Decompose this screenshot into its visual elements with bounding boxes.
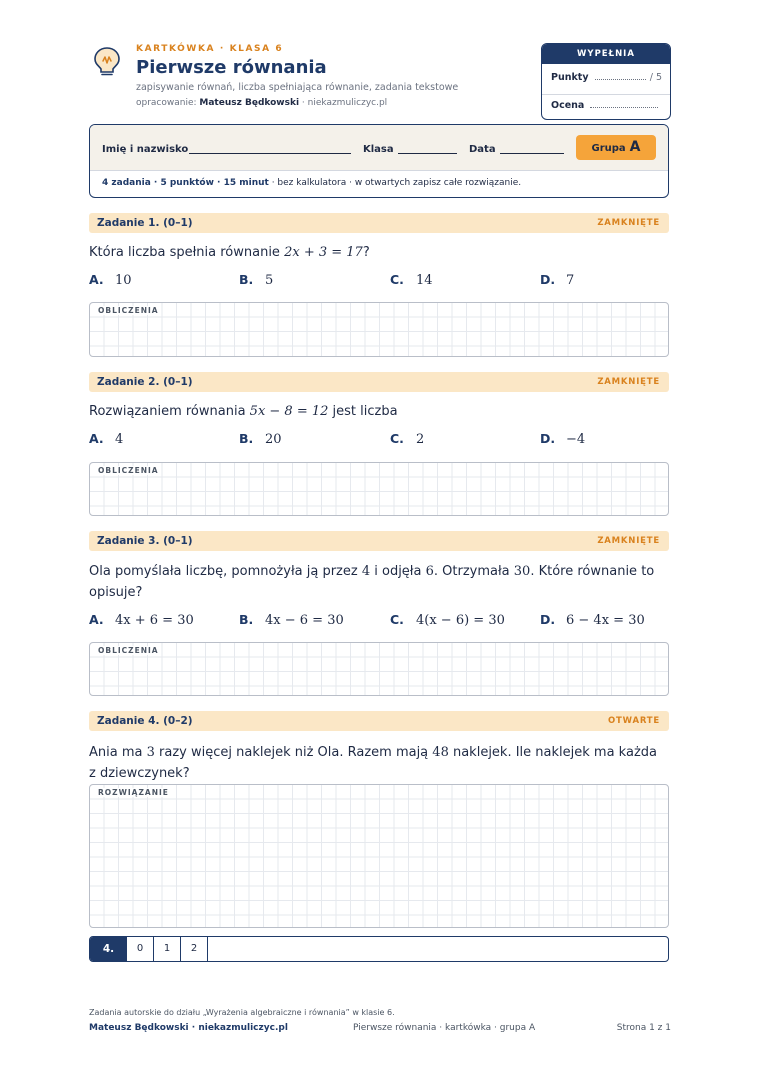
task-2-question-end: jest liczba <box>328 404 398 419</box>
answer-value: 4x − 6 = 30 <box>265 613 344 628</box>
task-2-answer-b[interactable] <box>239 431 282 447</box>
task-3-text-c: . Otrzymała <box>433 564 514 579</box>
task-2-work-label: OBLICZENIA <box>98 466 159 475</box>
answer-letter: D. <box>540 612 556 627</box>
teacher-box <box>541 43 671 120</box>
class-label: Klasa <box>363 144 394 155</box>
task-1-answer-c[interactable] <box>390 272 433 288</box>
quiz-kicker: KARTKÓWKA · KLASA 6 <box>136 44 284 54</box>
points-field[interactable] <box>595 79 646 80</box>
answer-letter: A. <box>89 431 104 446</box>
task-1-question <box>89 242 669 263</box>
task-3-work-area[interactable] <box>89 642 669 696</box>
footer-page-number: Strona 1 z 1 <box>616 1023 671 1033</box>
answer-value: 2 <box>416 432 425 447</box>
task-1-header <box>89 213 669 233</box>
quiz-summary-rest: · bez kalkulatora · w otwartych zapisz całe rozwiązanie. <box>268 178 522 188</box>
answer-value: 5 <box>265 273 274 288</box>
task-2-equation: 5x − 8 = 12 <box>249 404 329 419</box>
footer-author: Mateusz Będkowski · niekazmuliczyc.pl <box>89 1023 288 1033</box>
task-4-type: OTWARTE <box>608 716 660 726</box>
task-4-work-area[interactable] <box>89 784 669 928</box>
task-3-title: Zadanie 3. (0–1) <box>97 535 193 547</box>
task-3-question <box>89 561 669 603</box>
task-3-text-a: Ola pomyślała liczbę, pomnożyła ją przez <box>89 564 362 579</box>
answer-value: 4 <box>115 432 124 447</box>
task-4-work-label: ROZWIĄZANIE <box>98 788 169 797</box>
task-2-title: Zadanie 2. (0–1) <box>97 376 193 388</box>
quiz-summary <box>102 178 521 188</box>
grade-field[interactable] <box>590 107 658 108</box>
task-1-type: ZAMKNIĘTE <box>597 218 660 228</box>
answer-letter: B. <box>239 431 254 446</box>
answer-value: 14 <box>416 273 433 288</box>
name-field[interactable] <box>189 153 351 154</box>
answer-value: 20 <box>265 432 282 447</box>
task-3-number-1: 4 <box>361 564 371 579</box>
answer-value: 4(x − 6) = 30 <box>416 613 505 628</box>
author-name: Mateusz Będkowski <box>199 98 300 108</box>
teacher-box-heading: WYPEŁNIA NAUCZYCIEL <box>542 44 670 64</box>
answer-value: 7 <box>566 273 575 288</box>
task-3-answer-b[interactable] <box>239 612 344 628</box>
answer-letter: B. <box>239 612 254 627</box>
task-2-work-area[interactable] <box>89 462 669 516</box>
task-4-question <box>89 742 669 784</box>
lightbulb-logo-icon <box>90 44 124 78</box>
task-2-answer-c[interactable] <box>390 431 424 447</box>
points-row <box>551 72 662 83</box>
student-info-fields <box>90 125 668 171</box>
task-1-answer-b[interactable] <box>239 272 273 288</box>
task-3-answer-a[interactable] <box>89 612 194 628</box>
task-3-type: ZAMKNIĘTE <box>597 536 660 546</box>
task-4-score-strip <box>89 936 669 962</box>
task-1-equation: 2x + 3 = 17 <box>284 245 363 260</box>
task-4-text-c: naklejek. Ile naklejek ma każda <box>448 745 657 760</box>
task-4-header <box>89 711 669 731</box>
footer-note: Zadania autorskie do działu „Wyrażenia algebraiczne i równania” w klasie 6. <box>89 1008 395 1017</box>
footer-center: Pierwsze równania · kartkówka · grupa A <box>353 1023 536 1033</box>
task-3-text-d: . Które równanie to <box>530 564 655 579</box>
name-label: Imię i nazwisko <box>102 144 189 155</box>
task-2-answer-a[interactable] <box>89 431 123 447</box>
score-option-2[interactable]: 2 <box>181 937 208 961</box>
answer-letter: B. <box>239 272 254 287</box>
task-1-answer-a[interactable] <box>89 272 132 288</box>
answer-value: 6 − 4x = 30 <box>566 613 645 628</box>
teacher-box-divider <box>542 94 670 95</box>
answer-letter: C. <box>390 431 404 446</box>
task-4-text-b: razy więcej naklejek niż Ola. Razem mają <box>154 745 433 760</box>
group-letter: A <box>629 139 641 155</box>
task-1-answers <box>89 272 669 292</box>
task-3-text-b: i odjęła <box>370 564 426 579</box>
author-site: · niekazmuliczyc.pl <box>299 98 388 108</box>
score-option-1[interactable]: 1 <box>154 937 181 961</box>
grade-row <box>551 100 662 111</box>
page-subtitle: zapisywanie równań, liczba spełniająca równanie, zadania tekstowe <box>136 82 459 93</box>
author-prefix: opracowanie: <box>136 98 200 108</box>
task-2-header <box>89 372 669 392</box>
date-label: Data <box>469 144 496 155</box>
task-1-work-label: OBLICZENIA <box>98 306 159 315</box>
quiz-summary-bold: 4 zadania · 5 punktów · 15 minut <box>102 178 269 188</box>
answer-value: −4 <box>566 432 586 447</box>
task-2-type: ZAMKNIĘTE <box>597 377 660 387</box>
group-label: Grupa <box>591 143 626 154</box>
task-4-title: Zadanie 4. (0–2) <box>97 715 193 727</box>
task-1-work-area[interactable] <box>89 302 669 357</box>
task-2-answer-d[interactable] <box>540 431 585 447</box>
answer-value: 4x + 6 = 30 <box>115 613 194 628</box>
page-title: Pierwsze równania <box>136 57 327 78</box>
task-3-answer-d[interactable] <box>540 612 645 628</box>
score-option-0[interactable]: 0 <box>127 937 154 961</box>
task-3-header <box>89 531 669 551</box>
task-1-question-text: Która liczba spełnia równanie <box>89 245 285 260</box>
answer-value: 10 <box>115 273 132 288</box>
task-3-answers <box>89 612 669 632</box>
answer-letter: A. <box>89 272 104 287</box>
author-line <box>136 98 387 108</box>
points-max: / 5 <box>649 72 662 83</box>
group-badge <box>576 135 656 160</box>
task-3-number-2: 6 <box>425 564 434 579</box>
grade-label: Ocena <box>551 100 585 111</box>
score-task-number: 4. <box>90 937 127 961</box>
class-field[interactable] <box>398 153 457 154</box>
task-1-answer-d[interactable] <box>540 272 574 288</box>
task-3-number-3: 30 <box>513 564 531 579</box>
task-2-answers <box>89 431 669 451</box>
task-3-text-e: opisuje? <box>89 585 143 600</box>
task-4-text-a: Ania ma <box>89 745 147 760</box>
date-field[interactable] <box>500 153 564 154</box>
task-4-number-2: 48 <box>432 745 449 760</box>
student-info-box <box>89 124 669 198</box>
task-3-work-label: OBLICZENIA <box>98 646 159 655</box>
points-label: Punkty <box>551 72 589 83</box>
answer-letter: D. <box>540 272 556 287</box>
answer-letter: C. <box>390 612 404 627</box>
task-2-question-text: Rozwiązaniem równania <box>89 404 250 419</box>
answer-letter: A. <box>89 612 104 627</box>
task-1-title: Zadanie 1. (0–1) <box>97 217 193 229</box>
answer-letter: D. <box>540 431 556 446</box>
task-2-question <box>89 401 669 422</box>
task-1-question-end: ? <box>362 245 370 260</box>
task-4-number-1: 3 <box>146 745 155 760</box>
task-4-text-d: z dziewczynek? <box>89 766 190 781</box>
task-3-answer-c[interactable] <box>390 612 505 628</box>
answer-letter: C. <box>390 272 404 287</box>
